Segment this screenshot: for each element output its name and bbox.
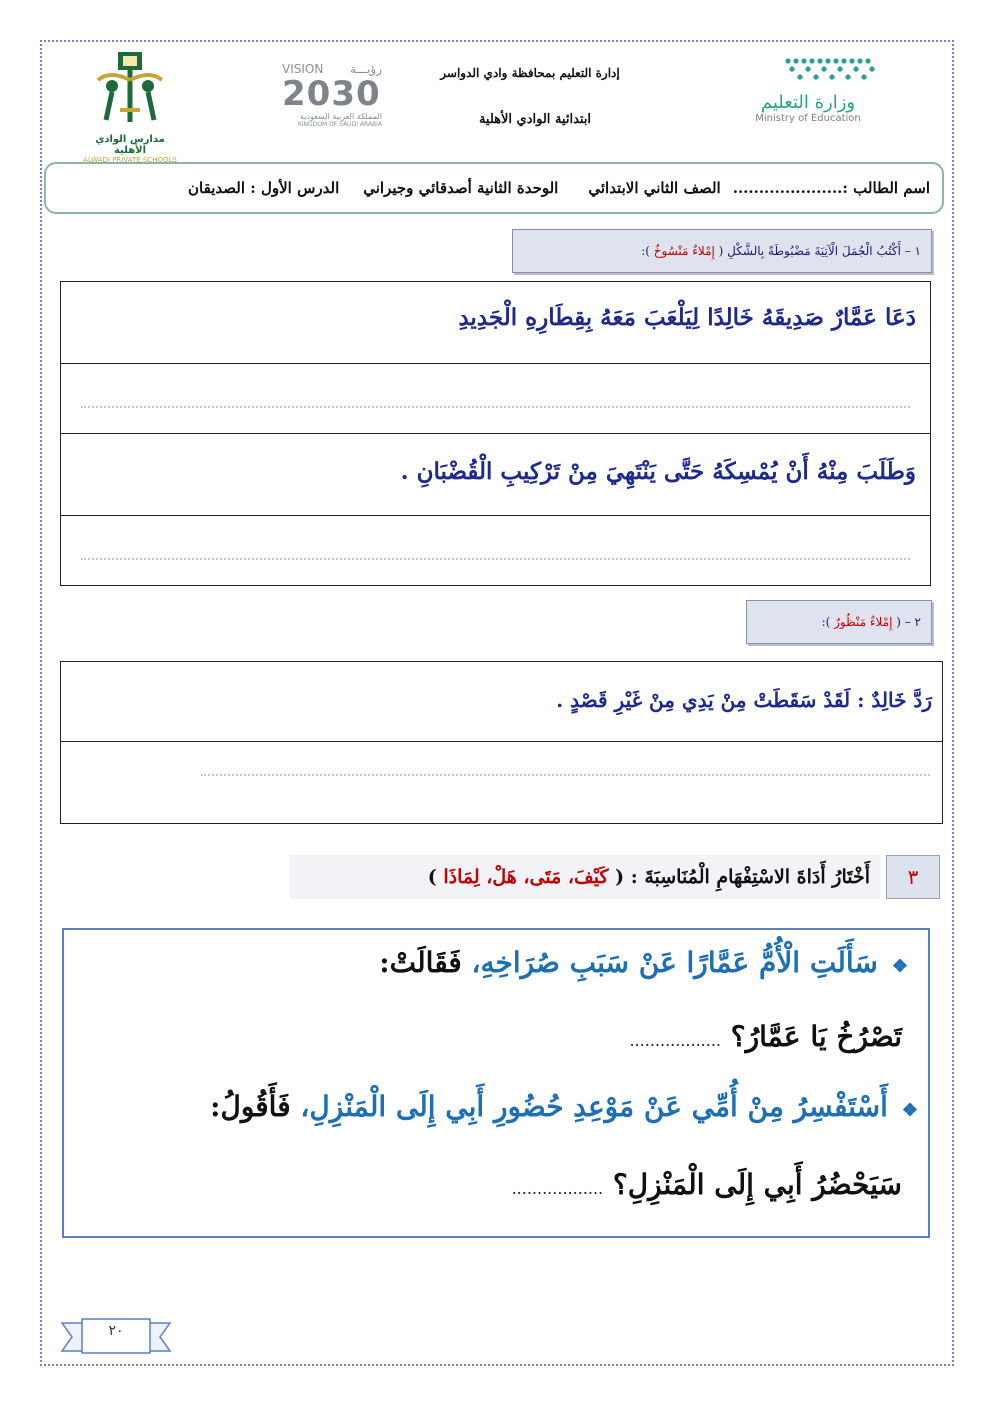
answer-dotted-line	[81, 406, 910, 408]
student-name-field[interactable]: اسم الطالب :.....................	[732, 179, 930, 197]
school-name-ar: مدارس الوادي الأهلية	[95, 134, 165, 156]
copy-row-2	[61, 434, 930, 516]
vision-kingdom-en: KINGDOM OF SAUDI ARABIA	[297, 121, 382, 128]
page-number: ٢٠	[108, 1323, 124, 1339]
task2-instruction	[746, 600, 932, 644]
answer-dotted-line	[81, 558, 910, 560]
item1-prompt-text: سَأَلَتِ الْأُمُّ عَمَّارًا عَنْ سَبَبِ صُرَاخِهِ،	[471, 946, 878, 979]
grade-label: الصف الثاني الابتدائي	[588, 179, 721, 197]
copy-answer-row-2[interactable]	[61, 516, 930, 587]
task3-header	[290, 855, 940, 899]
exercise-item-1-answer	[629, 1020, 902, 1053]
copy-row-1	[61, 282, 930, 364]
item2-say: فَأَقُولُ:	[210, 1090, 291, 1123]
page-number-ribbon	[60, 1317, 172, 1357]
task2-label: ٢ – (	[896, 615, 921, 629]
answer-dotted-line	[201, 774, 930, 776]
vision-label-en: VISION	[282, 62, 324, 76]
copy-table	[60, 281, 931, 586]
viewed-sentence: رَدَّ خَالِدٌ : لَقَدْ سَقَطَتْ مِنْ يَدِي مِنْ غَيْرِ قَصْدٍ .	[556, 688, 932, 712]
viewed-answer-row[interactable]	[61, 742, 942, 825]
diamond-bullet-icon: ❖	[901, 1100, 918, 1121]
item1-answer-text: تَصْرُخُ يَا عَمَّارُ؟	[730, 1020, 902, 1053]
vision-2030-logo	[282, 62, 382, 152]
question-words-exercise	[62, 928, 930, 1238]
copy-answer-row-1[interactable]	[61, 364, 930, 434]
diamond-bullet-icon: ❖	[891, 956, 908, 977]
ministry-dots-icon	[780, 56, 880, 82]
copy-sentence-2: وَطَلَبَ مِنْهُ أَنْ يُمْسِكَهُ حَتَّى يَنْتَهِيَ مِنْ تَرْكِيبِ الْقُضْبَانِ .	[400, 458, 916, 485]
vision-label-ar: رؤيـــة	[350, 62, 382, 76]
task1-end: ):	[641, 244, 650, 258]
ministry-name-ar: وزارة التعليم	[760, 92, 856, 113]
task3-label: أَخْتَارُ أَدَاةَ الاسْتِفْهَامِ الْمُنَاسِبَةَ : (	[615, 866, 870, 888]
task3-instruction	[290, 855, 880, 899]
viewed-table	[60, 661, 943, 824]
header-directorate: إدارة التعليم بمحافظة وادي الدواسر	[440, 66, 620, 80]
viewed-row	[61, 662, 942, 742]
lesson-label: الدرس الأول : الصديقان	[188, 179, 340, 197]
task3-end: )	[427, 866, 437, 888]
item2-prompt-text: أَسْتَفْسِرُ مِنْ أُمِّي عَنْ مَوْعِدِ حُضُورِ أَبِي إِلَى الْمَنْزِلِ،	[300, 1090, 888, 1123]
palm-emblem-icon	[80, 50, 180, 130]
task1-instruction	[512, 229, 932, 273]
item2-answer-blank[interactable]: ..................	[511, 1179, 604, 1198]
header-school: ابتدائية الوادي الأهلية	[478, 112, 592, 127]
task1-type: إِمْلاءٌ مَنْسُوخٌ	[653, 244, 715, 258]
item1-say: فَقَالَتْ:	[379, 946, 462, 979]
unit-label: الوحدة الثانية أصدقائي وجيراني	[363, 179, 559, 197]
item1-answer-blank[interactable]: ..................	[629, 1031, 722, 1050]
vision-kingdom-ar: المملكة العربية السعودية	[299, 112, 382, 121]
ministry-logo	[728, 56, 888, 136]
student-info-box	[44, 162, 944, 214]
exercise-item-2-answer	[512, 1168, 902, 1201]
task2-end: ):	[821, 615, 831, 629]
exercise-item-1-prompt	[379, 946, 908, 979]
item2-answer-text: سَيَحْضُرُ أَبِي إِلَى الْمَنْزِلِ؟	[612, 1168, 902, 1201]
copy-sentence-1: دَعَا عَمَّارٌ صَدِيقَهُ خَالِدًا لِيَلْعَبَ مَعَهُ بِقِطَارِهِ الْجَدِيدِ	[458, 304, 916, 331]
vision-year: 2030	[282, 74, 381, 114]
ministry-name-en: Ministry of Education	[755, 113, 861, 124]
task2-type: إِمْلاءٌ مَنْظُورٌ	[834, 615, 893, 629]
exercise-item-2-prompt	[210, 1090, 918, 1123]
task3-options: كَيْفَ، مَتَى، هَلْ، لِمَاذَا	[443, 866, 609, 888]
task3-number: ٣	[886, 855, 940, 899]
task1-label: ١ – أَكْتُبُ الْجُمَلَ الْآتِيَةَ مَضْبُوطَةً بِالشَّكْلِ (	[718, 244, 921, 258]
school-name-en: ALWADI PRIVATE SCHOOLS	[83, 156, 177, 164]
school-logo	[80, 50, 180, 164]
